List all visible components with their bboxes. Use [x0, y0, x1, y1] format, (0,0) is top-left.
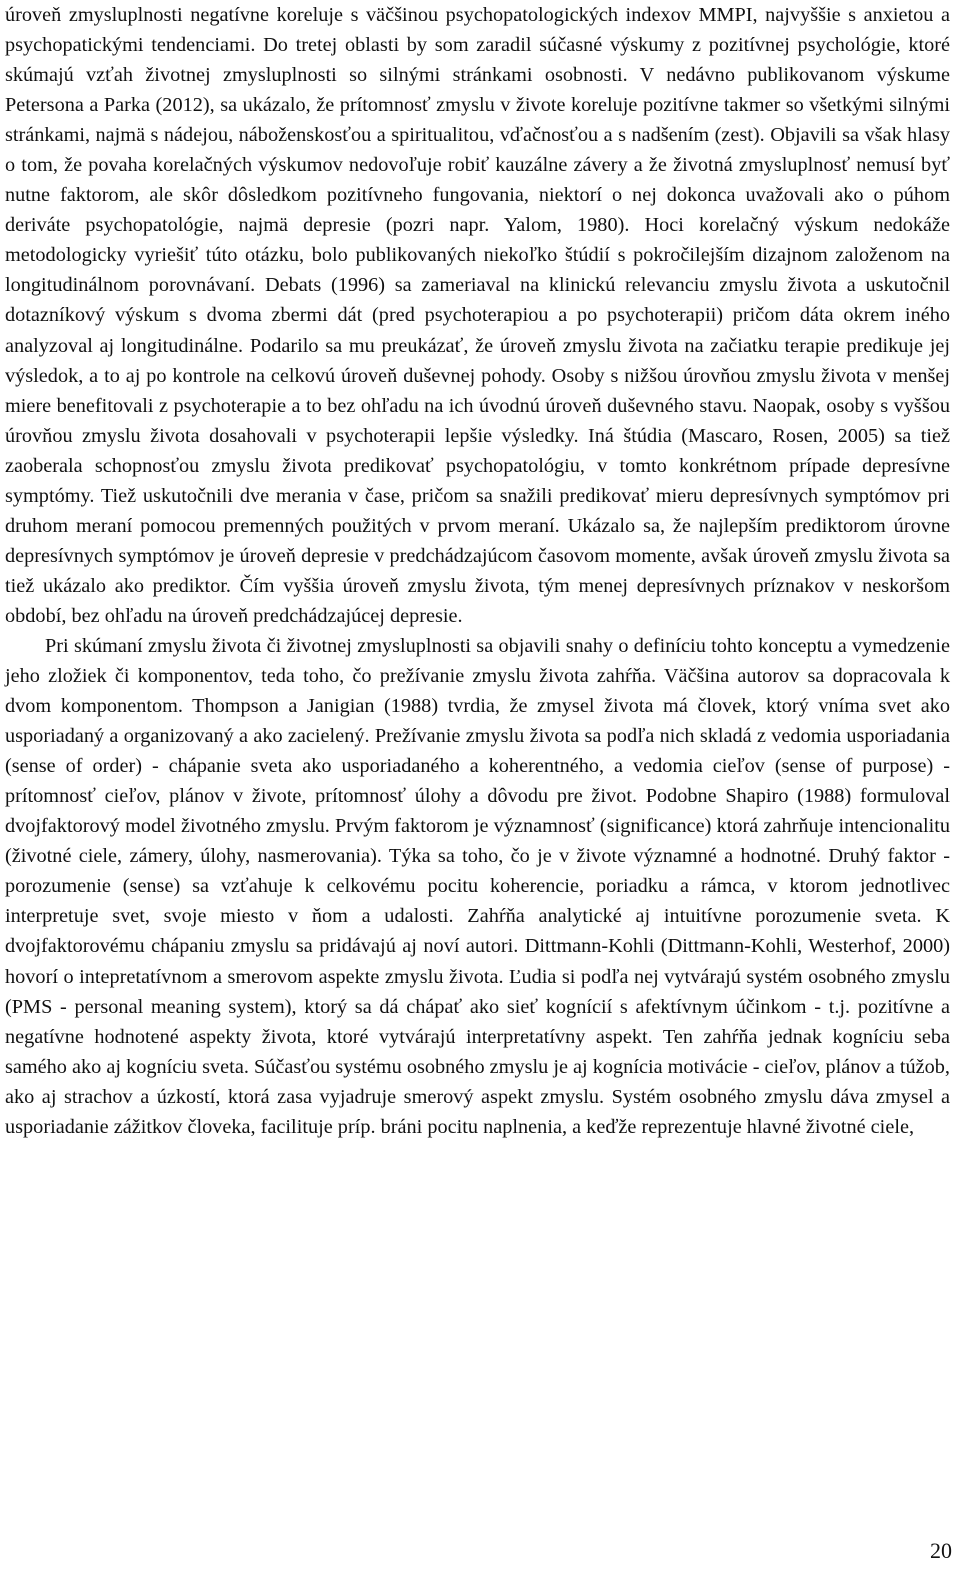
- body-text: [5, 0, 950, 1142]
- page-number: 20: [930, 1538, 952, 1563]
- paragraph-meaning-components: Pri skúmaní zmyslu života či životnej zmysluplnosti sa objavili snahy o definíciu tohto konceptu a vymedzenie jeho zložiek či komponentov, teda toho, čo prežívanie zmyslu života zahŕňa. Väčšina autorov sa dopracovala k dvom komponentom. Thompson a Janigian (1988) tvrdia, že zmysel života má človek, ktorý vníma svet ako usporiadaný a organizovaný a ako zacielený. Prežívanie zmyslu života sa podľa nich skladá z vedomia usporiadania (sense of order) - chápanie sveta ako usporiadaného a koherentného, a vedomia cieľov (sense of purpose) - prítomnosť cieľov, plánov v živote, prítomnosť úlohy a dôvodu pre život. Podobne Shapiro (1988) formuloval dvojfaktorový model životného zmyslu. Prvým faktorom je významnosť (significance) ktorá zahrňuje intencionalitu (životné ciele, zámery, úlohy, nasmerovania). Týka sa toho, čo je v živote významné a hodnotné. Druhý faktor - porozumenie (sense) sa vzťahuje k celkovému pocitu koherencie, poriadku a rámca, v ktorom jednotlivec interpretuje svet, svoje miesto v ňom a udalosti. Zahŕňa analytické aj intuitívne porozumenie sveta. K dvojfaktorovému chápaniu zmyslu sa pridávajú aj noví autori. Dittmann-Kohli (Dittmann-Kohli, Westerhof, 2000) hovorí o intepretatívnom a smerovom aspekte zmyslu života. Ľudia si podľa nej vytvárajú systém osobného zmyslu (PMS - personal meaning system), ktorý sa dá chápať ako sieť kognícií s afektívnym účinkom - t.j. pozitívne a negatívne hodnotené aspekty života, ktoré vytvárajú interpretatívny aspekt. Ten zahŕňa jednak kogníciu seba samého ako aj kogníciu sveta. Súčasťou systému osobného zmyslu je aj kognícia motivácie - cieľov, plánov a túžob, ako aj strachov a úzkostí, ktorá zasa vyjadruje smerový aspekt zmyslu. Systém osobného zmyslu dáva zmysel a usporiadanie zážitkov človeka, facilituje príp. bráni pocitu naplnenia, a keďže reprezentuje hlavné životné ciele,: [5, 634, 950, 1138]
- paragraph-continued: úroveň zmysluplnosti negatívne koreluje s väčšinou psychopatologických indexov MMPI, najvyššie s anxietou a psychopatickými tendenciami. Do tretej oblasti by som zaradil súčasné výskumy z pozitívnej psychológie, ktoré skúmajú vzťah životnej zmysluplnosti so silnými stránkami osobnosti. V nedávno publikovanom výskume Petersona a Parka (2012), sa ukázalo, že prítomnosť zmyslu v živote koreluje pozitívne takmer so všetkými silnými stránkami, najmä s nádejou, náboženskosťou a spiritualitou, vďačnosťou a s nadšením (zest). Objavili sa však hlasy o tom, že povaha korelačných výskumov nedovoľuje robiť kauzálne závery a že životná zmysluplnosť nemusí byť nutne faktorom, ale skôr dôsledkom pozitívneho fungovania, niektorí o nej dokonca uvažovali ako o púhom deriváte psychopatológie, najmä depresie (pozri napr. Yalom, 1980). Hoci korelačný výskum nedokáže metodologicky vyriešiť túto otázku, bolo publikovaných niekoľko štúdií s pokročilejším dizajnom založenom na longitudinálnom porovnávaní. Debats (1996) sa zameriaval na klinickú relevanciu zmyslu života a uskutočnil dotazníkový výskum s dvoma zbermi dát (pred psychoterapiou a po psychoterapii) pričom dáta okrem iného analyzoval aj longitudinálne. Podarilo sa mu preukázať, že úroveň zmyslu života na začiatku terapie predikuje jej výsledok, a to aj po kontrole na celkovú úroveň duševnej pohody. Osoby s nižšou úrovňou zmyslu života v menšej miere benefitovali z psychoterapie a to bez ohľadu na ich úvodnú úroveň duševného stavu. Naopak, osoby s vyššou úrovňou zmyslu života dosahovali v psychoterapii lepšie výsledky. Iná štúdia (Mascaro, Rosen, 2005) sa tiež zaoberala schopnosťou zmyslu života predikovať psychopatológiu, v tomto konkrétnom prípade depresívne symptómy. Tiež uskutočnili dve merania v čase, pričom sa snažili predikovať mieru depresívnych symptómov pri druhom meraní pomocou premenných použitých v prvom meraní. Ukázalo sa, že najlepším prediktorom úrovne depresívnych symptómov je úroveň depresie v predchádzajúcom časovom momente, avšak úroveň zmyslu života sa tiež ukázalo ako prediktor. Čím vyššia úroveň zmyslu života, tým menej depresívnych príznakov v neskoršom období, bez ohľadu na úroveň predchádzajúcej depresie.: [5, 4, 950, 627]
